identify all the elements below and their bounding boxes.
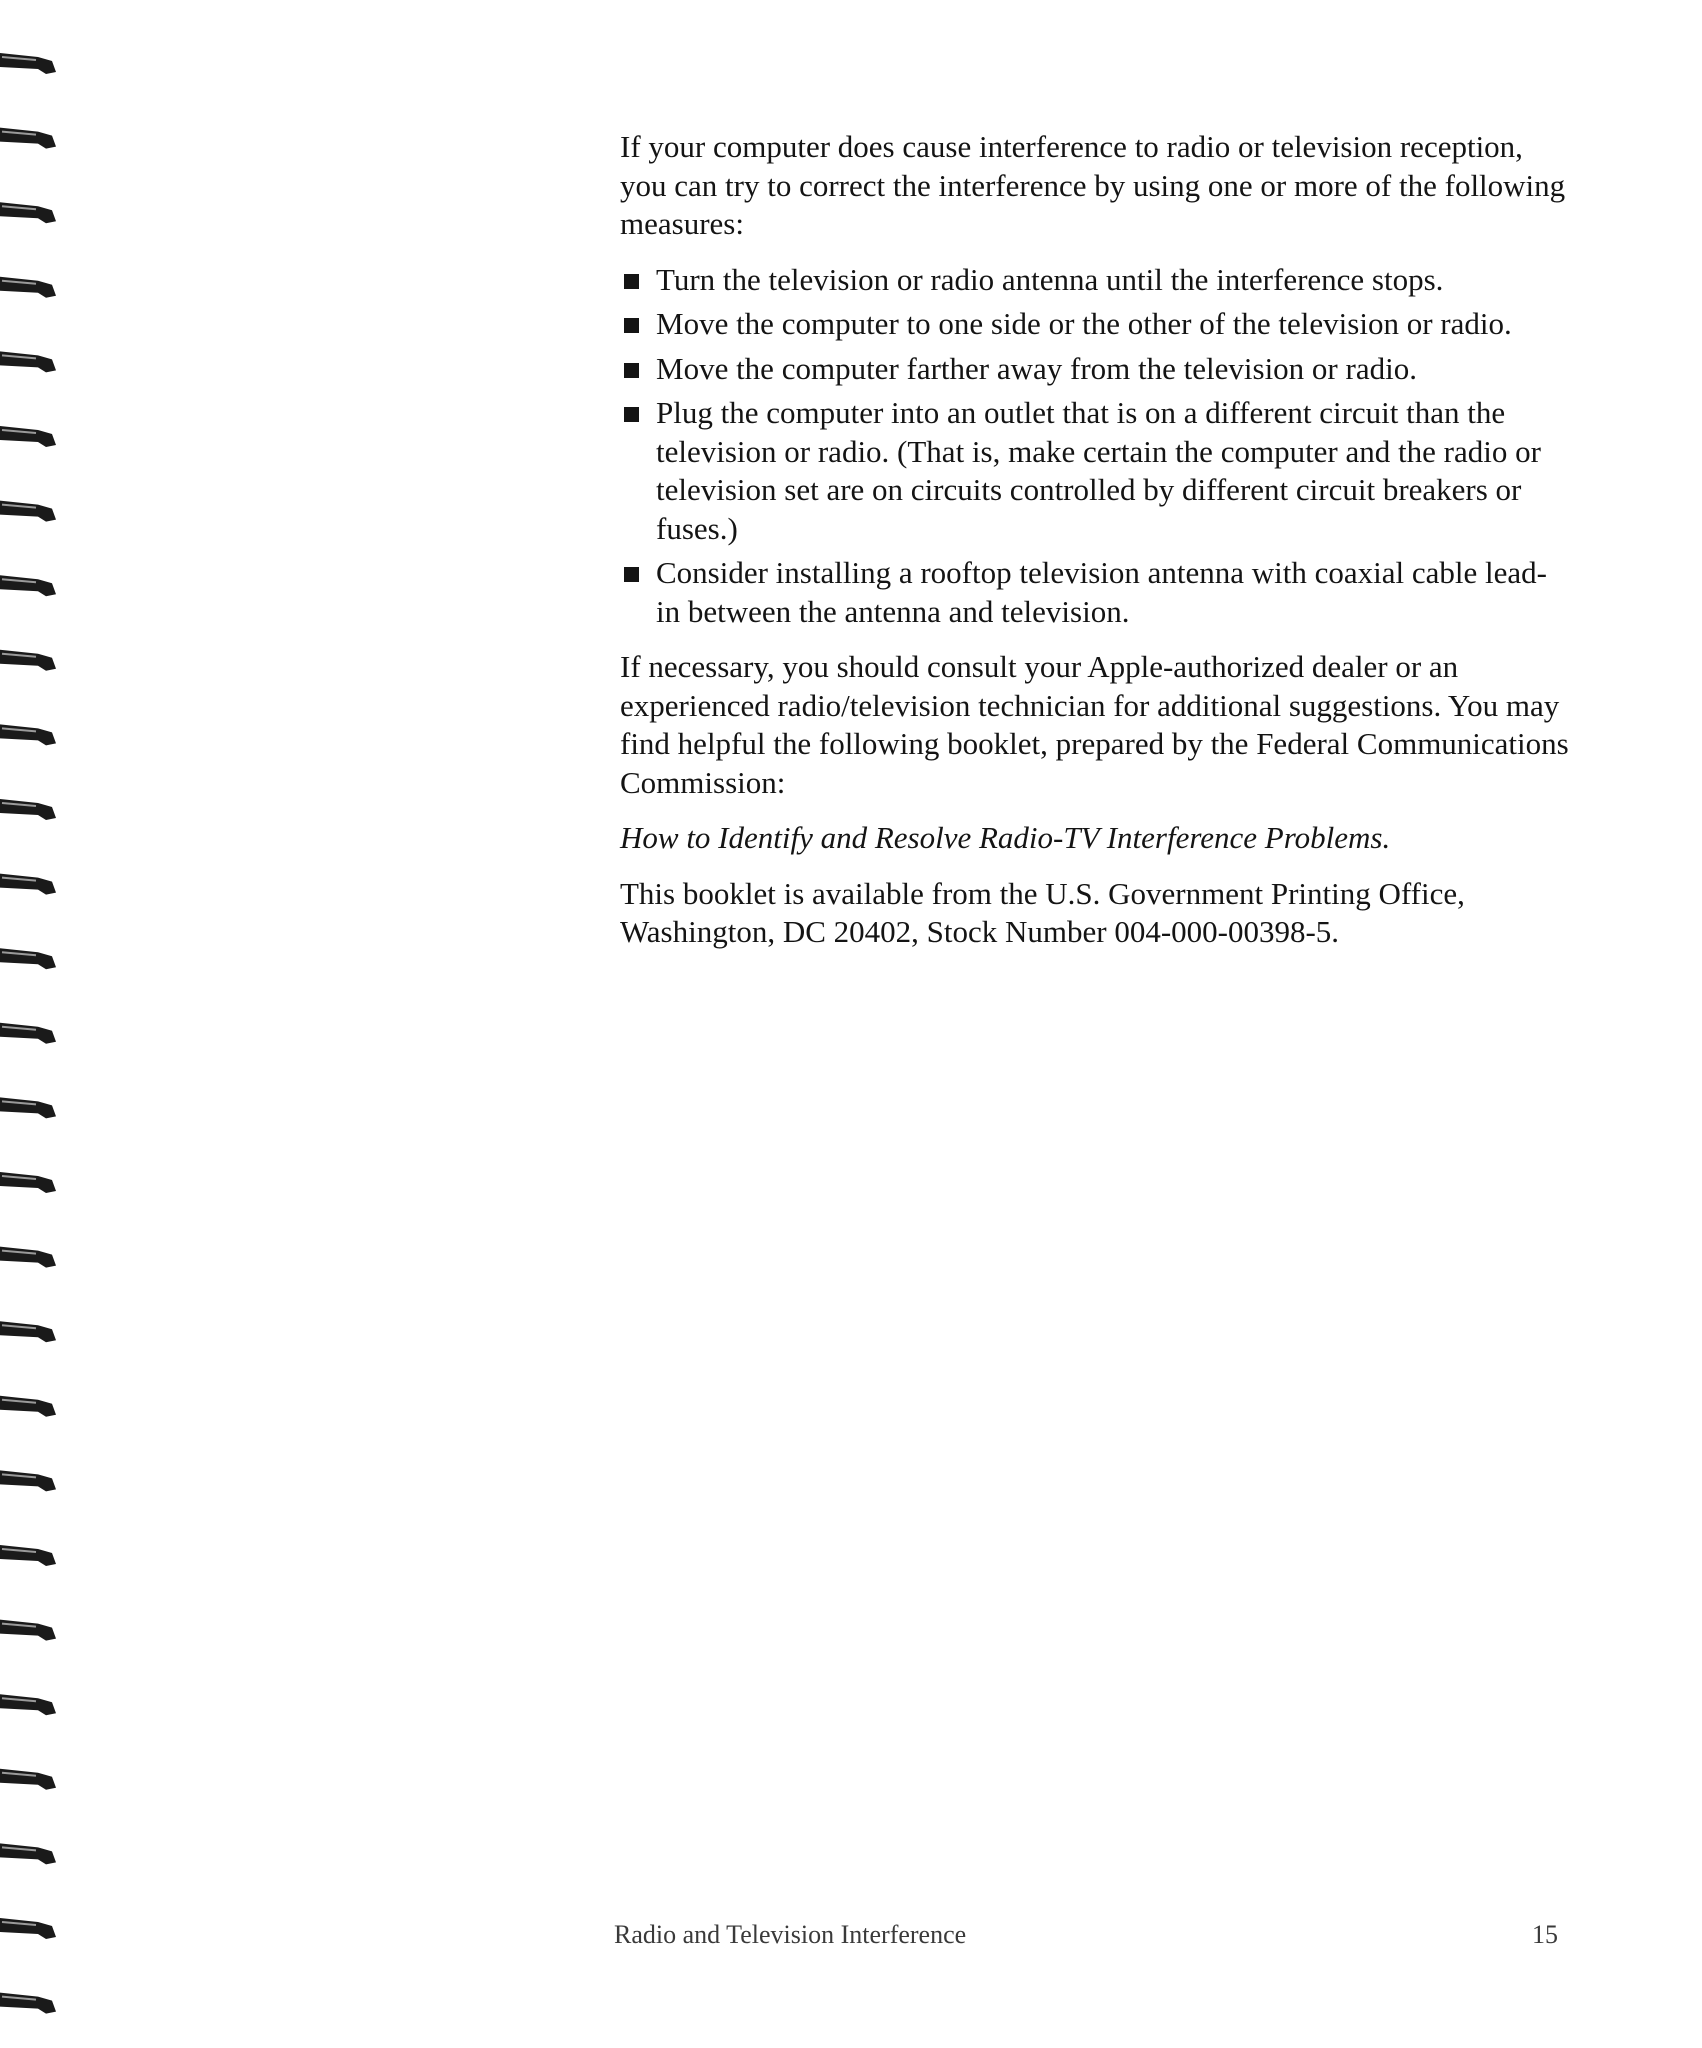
- measure-text: Move the computer farther away from the television or radio.: [656, 350, 1417, 386]
- square-bullet-icon: [624, 274, 639, 289]
- list-item: [620, 261, 1570, 300]
- square-bullet-icon: [624, 363, 639, 378]
- spiral-coil: [0, 351, 56, 372]
- measures-list: [620, 261, 1570, 632]
- spiral-coil: [0, 202, 56, 223]
- spiral-coil: [0, 650, 56, 671]
- measure-text: Consider installing a rooftop television antenna with coaxial cable lead-in between the antenna and television.: [656, 555, 1547, 629]
- list-item: [620, 350, 1570, 389]
- spiral-coil: [0, 1247, 56, 1268]
- consult-paragraph: If necessary, you should consult your Apple-authorized dealer or an experienced radio/television technician for additional suggestions. You may find helpful the following booklet, prepared by the Federal Communications Commission:: [620, 649, 1569, 800]
- spiral-coil: [0, 1993, 56, 2014]
- spiral-coil: [0, 724, 56, 745]
- page-body: [620, 128, 1570, 969]
- spiral-coil: [0, 1097, 56, 1118]
- spiral-coil: [0, 948, 56, 969]
- intro-paragraph: If your computer does cause interference to radio or television reception, you can try to correct the interference by using one or more of the following measures:: [620, 129, 1566, 241]
- square-bullet-icon: [624, 567, 639, 582]
- spiral-coil: [0, 426, 56, 447]
- spiral-coil: [0, 1843, 56, 1864]
- list-item: [620, 394, 1570, 548]
- spiral-coil: [0, 1694, 56, 1715]
- availability-paragraph: This booklet is available from the U.S. Government Printing Office, Washington, DC 20402, Stock Number 004-000-00398-5.: [620, 875, 1465, 949]
- measure-text: Move the computer to one side or the other of the television or radio.: [656, 306, 1512, 341]
- measure-text: Turn the television or radio antenna until the interference stops.: [656, 261, 1444, 297]
- spiral-coil: [0, 1545, 56, 1566]
- spiral-binding: [0, 0, 70, 2048]
- footer-section-title: Radio and Television Interference: [614, 1920, 967, 1949]
- spiral-coil: [0, 1321, 56, 1342]
- spiral-coil: [0, 874, 56, 895]
- spiral-coil: [0, 128, 56, 149]
- square-bullet-icon: [624, 407, 639, 422]
- spiral-coil: [0, 799, 56, 820]
- spiral-coil: [0, 501, 56, 522]
- spiral-coil: [0, 1769, 56, 1790]
- spiral-coil: [0, 1023, 56, 1044]
- measure-text: Plug the computer into an outlet that is on a different circuit than the television or radio. (That is, make certain the computer and the radio or television set are on circuits controlled by different circuit breakers or fuses.): [656, 395, 1541, 546]
- spiral-coil: [0, 1918, 56, 1939]
- spiral-coil: [0, 1172, 56, 1193]
- spiral-coil: [0, 1470, 56, 1491]
- spiral-coil: [0, 1620, 56, 1641]
- list-item: [620, 305, 1570, 344]
- booklet-title: How to Identify and Resolve Radio-TV Interference Problems.: [620, 820, 1391, 855]
- square-bullet-icon: [624, 318, 639, 333]
- list-item: [620, 554, 1570, 631]
- spiral-coil: [0, 575, 56, 596]
- spiral-coil: [0, 53, 56, 74]
- page-number: 15: [1532, 1920, 1558, 1949]
- spiral-coil: [0, 277, 56, 298]
- spiral-coil: [0, 1396, 56, 1417]
